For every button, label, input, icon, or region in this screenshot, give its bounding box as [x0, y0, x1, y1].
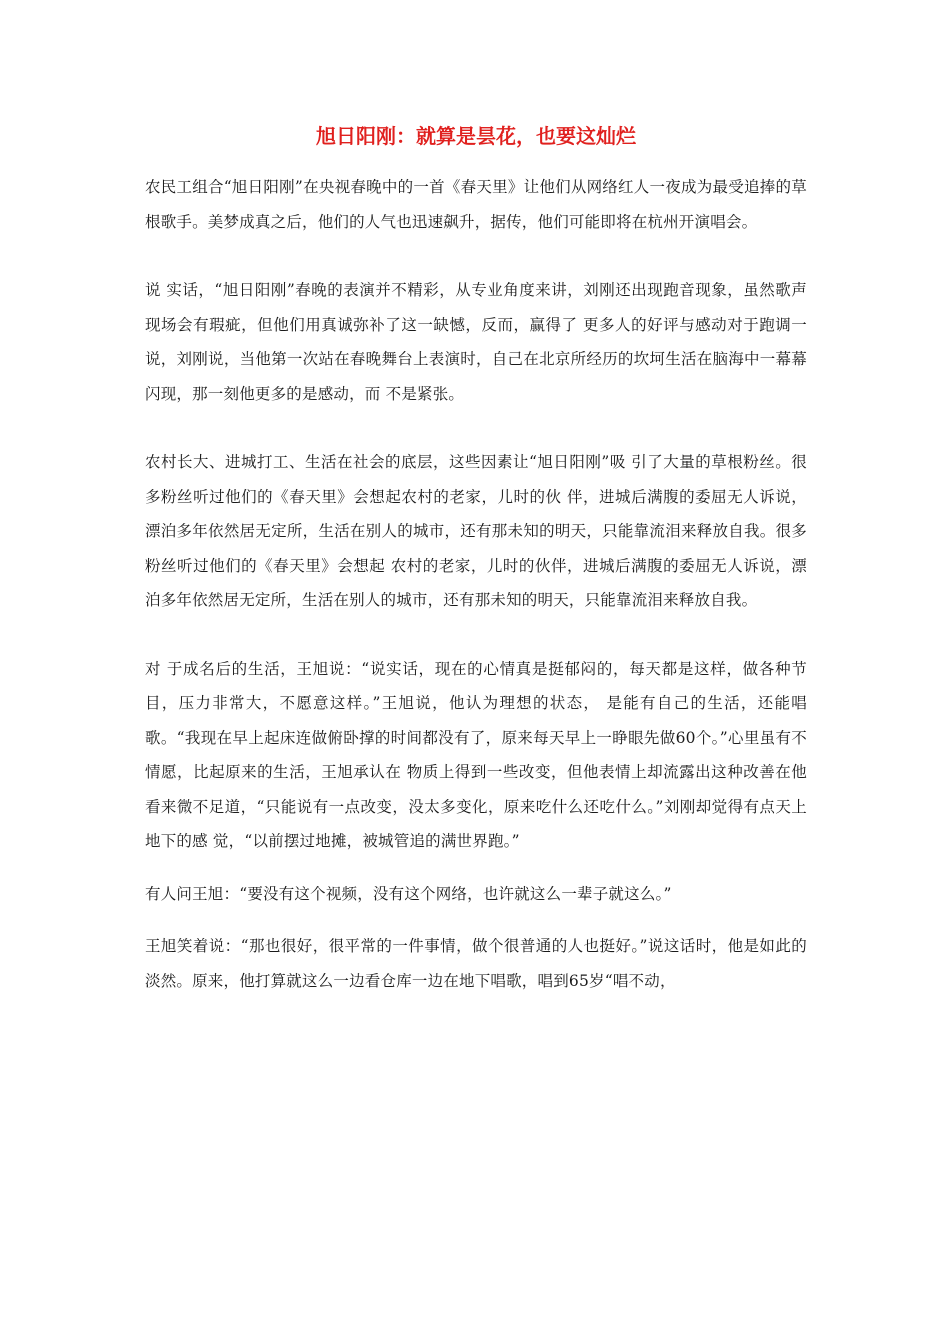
paragraph-intro: 农民工组合“旭日阳刚”在央视春晚中的一首《春天里》让他们从网络红人一夜成为最受追捧的草根歌手。美梦成真之后，他们的人气也迅速飙升，据传，他们可能即将在杭州开演唱会。 [145, 178, 807, 231]
paragraph-performance: 说 实话，“旭日阳刚”春晚的表演并不精彩，从专业角度来讲，刘刚还出现跑音现象，虽然歌声现场会有瑕疵，但他们用真诚弥补了这一缺憾，反而，赢得了 更多人的好评与感动对于跑调一说，刘刚说，当他第一次站在春晚舞台上表演时，自己在北京所经历的坎坷生活在脑海中一幕幕闪现，那一刻他更多的是感动，而 不是紧张。 [145, 281, 807, 403]
paragraph-answer: 王旭笑着说：“那也很好，很平常的一件事情，做个很普通的人也挺好。”说这话时，他是如此的淡然。原来，他打算就这么一边看仓库一边在地下唱歌，唱到65岁“唱不动， [145, 937, 807, 990]
paragraph-fans: 农村长大、进城打工、生活在社会的底层，这些因素让“旭日阳刚”吸 引了大量的草根粉丝。很多粉丝听过他们的《春天里》会想起农村的老家，儿时的伙 伴，进城后满腹的委屈无人诉说，漂泊多年依然居无定所，生活在别人的城市，还有那未知的明天，只能靠流泪来释放自我。很多粉丝听过他们的《春天里》会想起 农村的老家，儿时的伙伴，进城后满腹的委屈无人诉说，漂泊多年依然居无定所，生活在别人的城市，还有那未知的明天，只能靠流泪来释放自我。 [145, 453, 807, 609]
paragraph-question: 有人问王旭：“要没有这个视频，没有这个网络，也许就这么一辈子就这么。” [145, 884, 672, 903]
document-page [145, 118, 807, 1032]
paragraph-fame-life: 对 于成名后的生活，王旭说：“说实话，现在的心情真是挺郁闷的，每天都是这样，做各种节目，压力非常大，不愿意这样。”王旭说，他认为理想的状态， 是能有自己的生活，还能唱歌。“我现在早上起床连做俯卧撑的时间都没有了，原来每天早上一睁眼先做60个。”心里虽有不情愿，比起原来的生活，王旭承认在 物质上得到一些改变，但他表情上却流露出这种改善在他看来微不足道，“只能说有一点改变，没太多变化，原来吃什么还吃什么。”刘刚却觉得有点天上地下的感 觉，“以前摆过地摊，被城管追的满世界跑。” [145, 659, 807, 850]
article-title: 旭日阳刚：就算是昙花，也要这灿烂 [316, 124, 636, 148]
